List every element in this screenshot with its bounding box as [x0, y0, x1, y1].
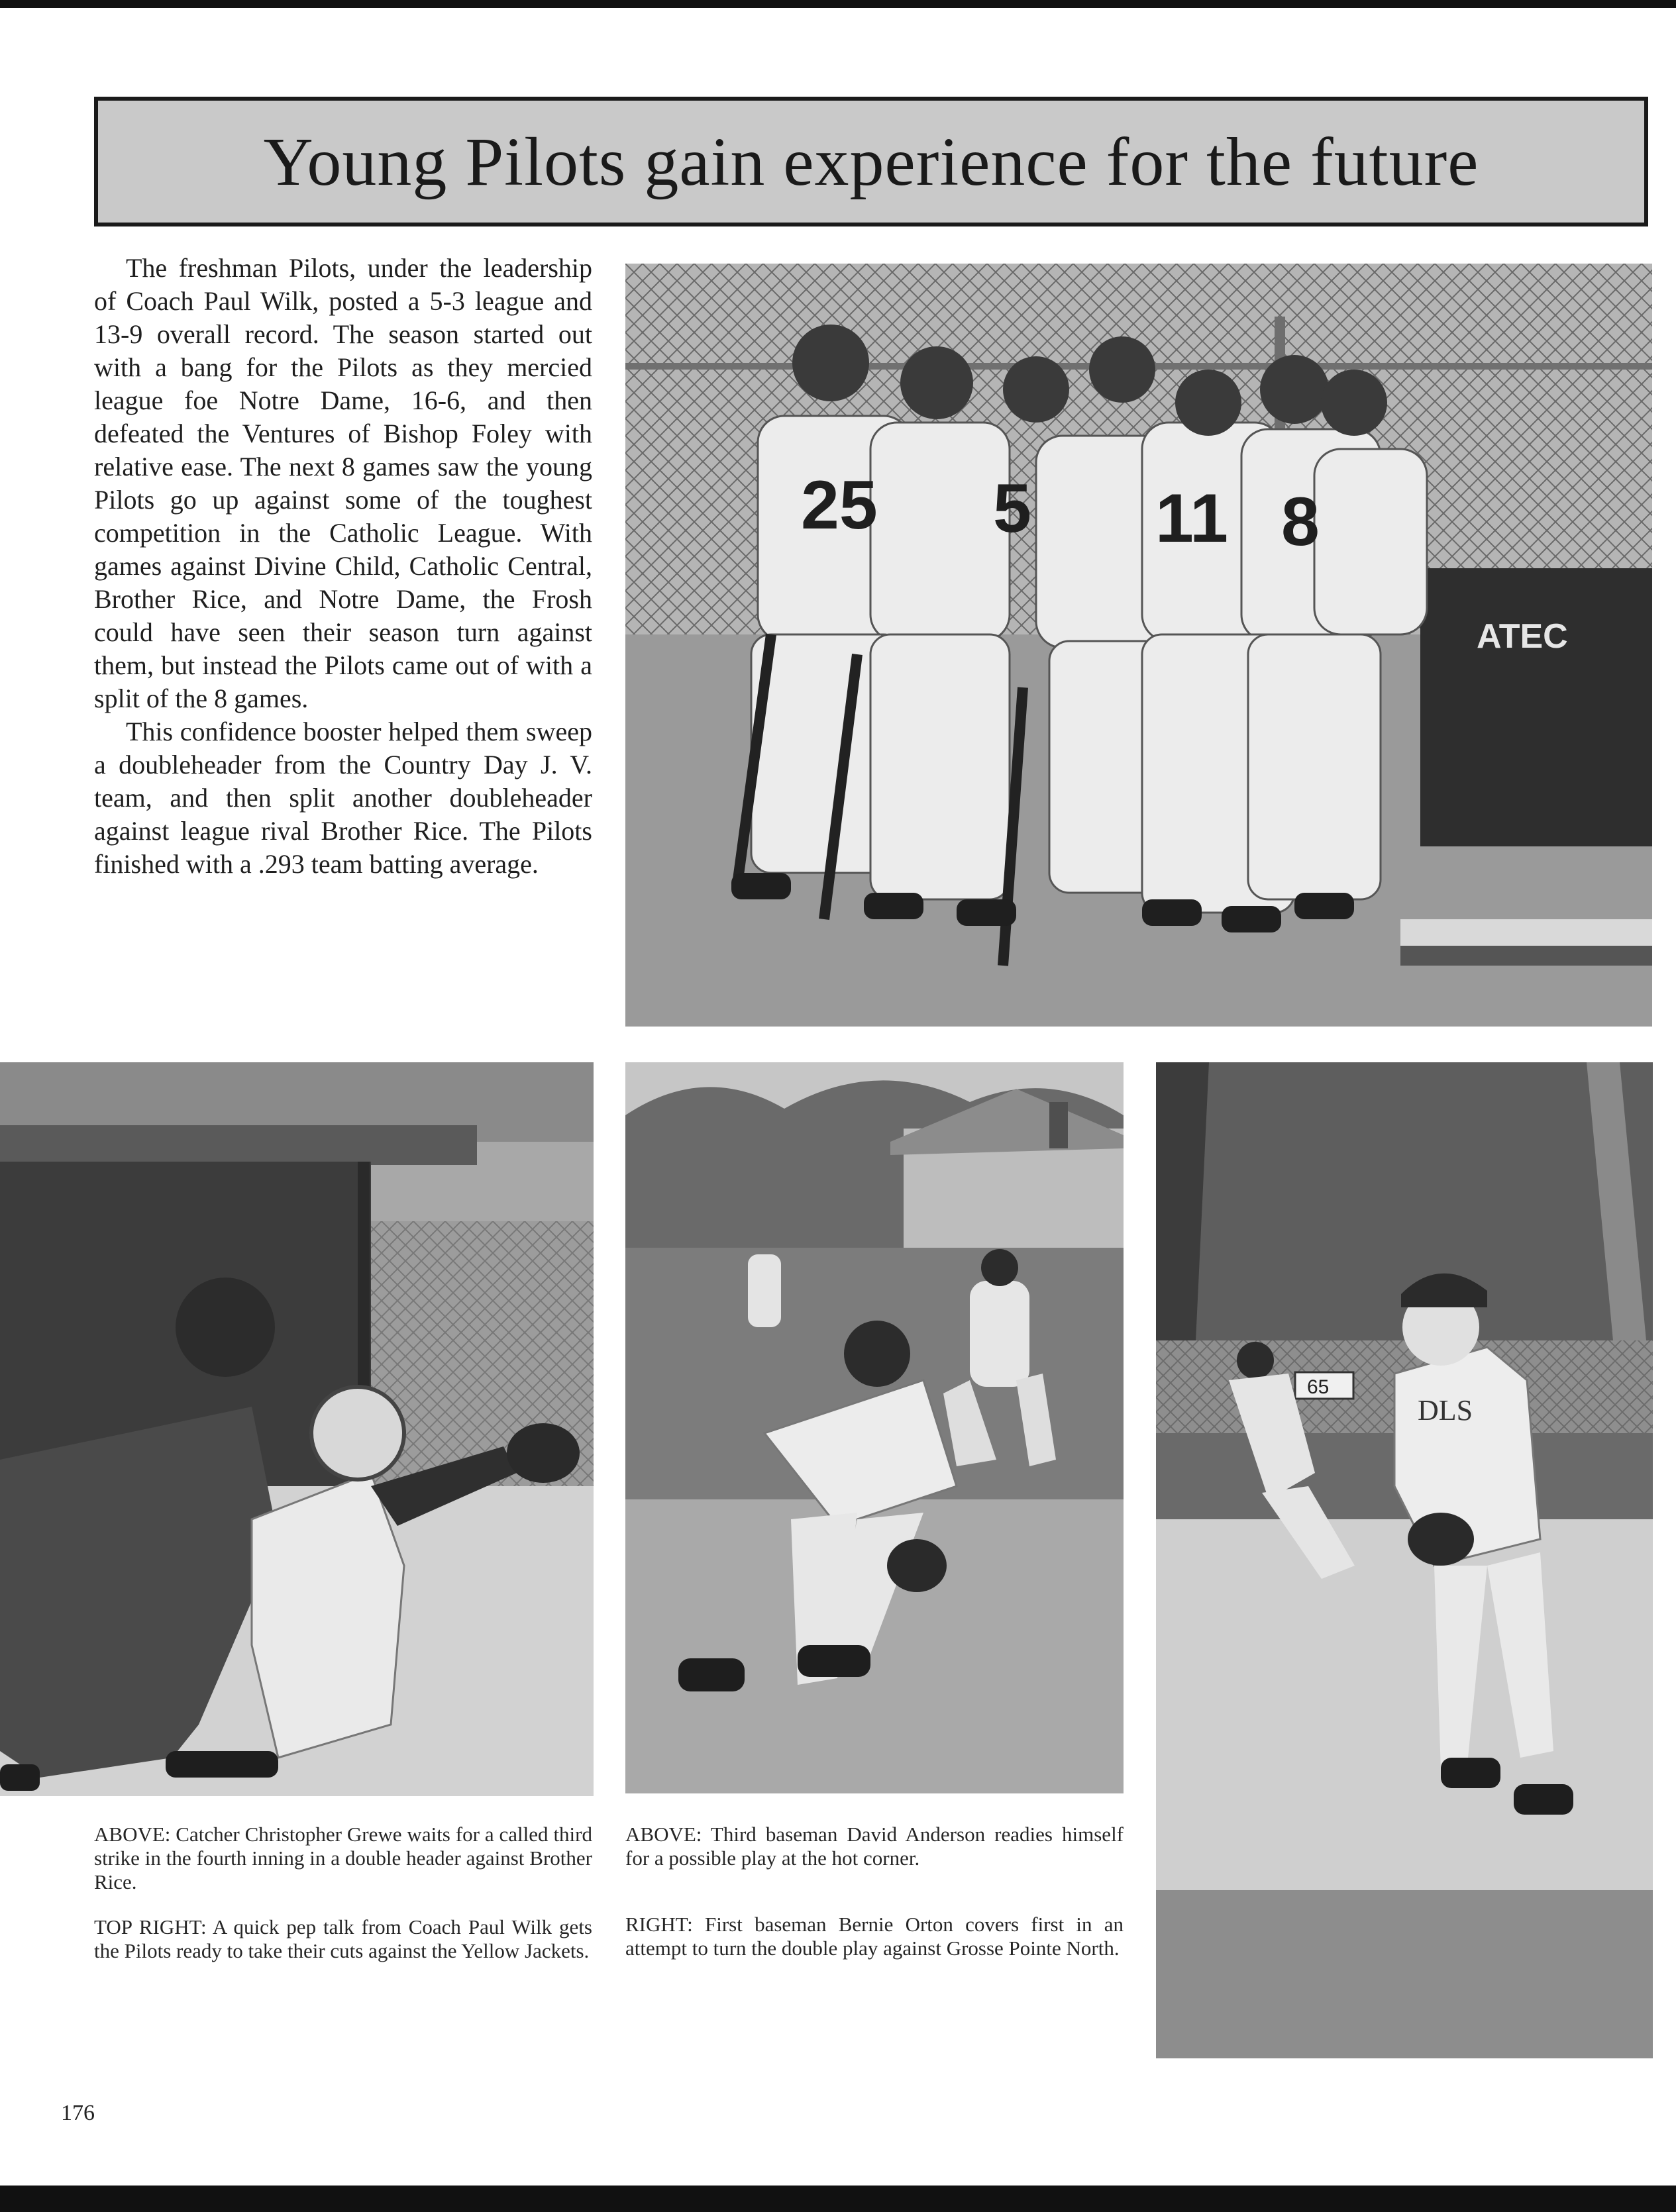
jersey-number: 8 — [1281, 483, 1320, 560]
jersey-number: 25 — [801, 467, 878, 544]
third-base-caption: ABOVE: Third baseman David Anderson readies himself for a possible play at the hot corner. — [625, 1823, 1124, 1870]
page-number: 176 — [61, 2101, 95, 2125]
story-paragraph-1: The freshman Pilots, under the leadership of Coach Paul Wilk, posted a 5-3 league and 13-9 overall record. The season started out with a bang for the Pilots as they mercied league foe Notre Dame, 16-6, and then defeated the Ventures of Bishop Foley with relative ease. The next 8 games saw the young Pilots go up against some of the toughest competition in the Catholic League. With games against Divine Child, Catholic Central, Brother Rice, and Notre Dame, the Frosh could have seen their season turn against them, but instead the Pilots came out of with a split of the 8 games. — [94, 253, 592, 713]
story-paragraph-2: This confidence booster helped them sweep a doubleheader from the Country Day J. V. team, and then split another doubleheader against league rival Brother Rice. The Pilots finished with a .293 team batting average. — [94, 717, 592, 879]
scan-edge-top — [0, 0, 1676, 8]
story-text — [94, 252, 592, 881]
caption-left-column — [94, 1823, 592, 1984]
catcher-photo — [0, 1062, 594, 1796]
team-huddle-photo — [625, 264, 1652, 1027]
headline-box — [94, 97, 1648, 226]
third-baseman-photo — [625, 1062, 1124, 1793]
banner-text: ATEC — [1477, 617, 1568, 656]
first-baseman-photo — [1156, 1062, 1653, 2058]
catcher-caption: ABOVE: Catcher Christopher Grewe waits for a called third strike in the fourth inning in a double header against Brother Rice. — [94, 1823, 592, 1893]
caption-middle-column — [625, 1823, 1124, 1982]
first-base-caption: RIGHT: First baseman Bernie Orton covers first in an attempt to turn the double play against Grosse Pointe North. — [625, 1913, 1124, 1960]
headline: Young Pilots gain experience for the future — [263, 123, 1479, 200]
field-sign-text: 65 — [1307, 1376, 1330, 1398]
scan-edge-bottom — [0, 2186, 1676, 2212]
pep-talk-caption: TOP RIGHT: A quick pep talk from Coach Paul Wilk gets the Pilots ready to take their cuts against the Yellow Jackets. — [94, 1915, 592, 1962]
jersey-number: 11 — [1155, 480, 1228, 557]
jersey-letters: DLS — [1418, 1394, 1473, 1427]
jersey-number: 5 — [993, 470, 1031, 547]
